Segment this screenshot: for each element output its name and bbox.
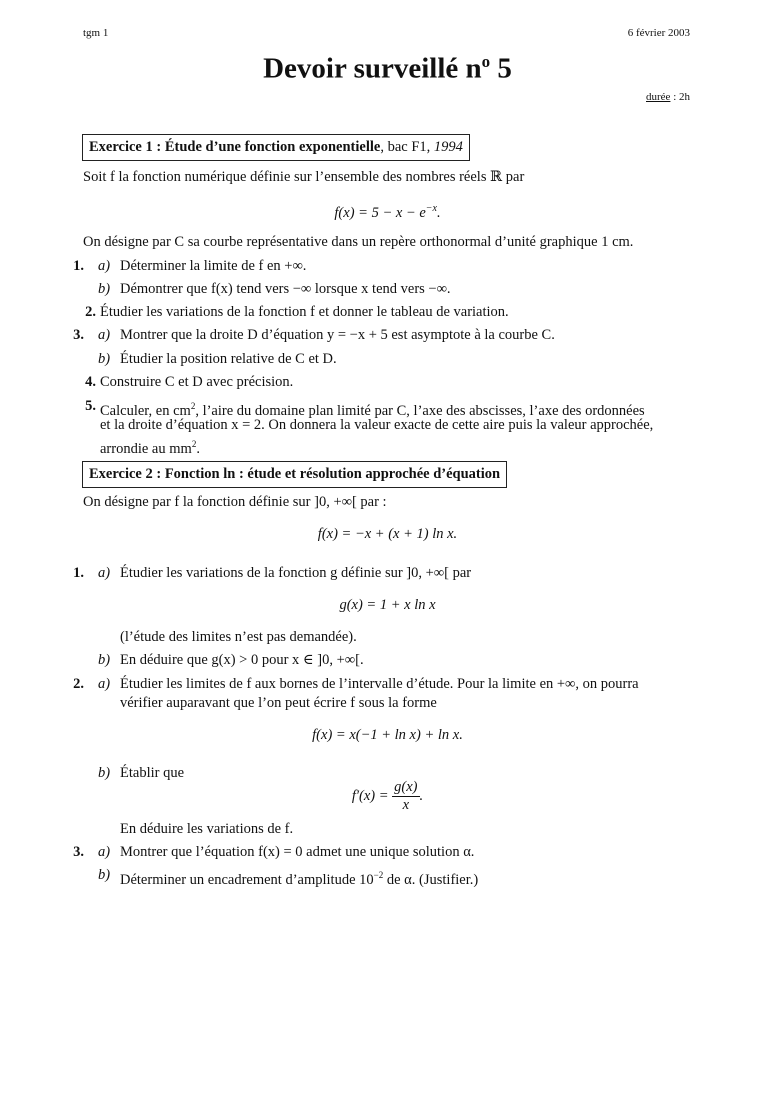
ex2-q2a-line2: vérifier auparavant que l’on peut écrire f sous la forme [120, 695, 437, 711]
ex1-q3a-label: a) [98, 327, 111, 343]
exercise-1-intro: Soit f la fonction numérique définie sur l’ensemble des nombres réels ℝ par [83, 169, 525, 185]
f-rewritten-formula: f(x) = x(−1 + ln x) + ln x. [312, 727, 463, 743]
ex1-q1-number: 1. [73, 258, 84, 274]
ex1-q5-line2: et la droite d’équation x = 2. On donnera la valeur exacte de cette aire puis la valeur approchée, [100, 417, 654, 433]
ex1-q5-number: 5. [85, 398, 96, 414]
g-formula: g(x) = 1 + x ln x [339, 597, 436, 613]
ex2-q2b-label: b) [98, 765, 111, 781]
ex1-q3b-label: b) [98, 351, 111, 367]
ex1-q1a-label: a) [98, 258, 111, 274]
ex2-q3a: Montrer que l’équation f(x) = 0 admet une unique solution α. [120, 844, 475, 860]
derivative-numerator: g(x) [394, 779, 418, 795]
ex1-q3a: Montrer que la droite D d’équation y = −x + 5 est asymptote à la courbe C. [120, 327, 555, 343]
exercise-2-formula: f(x) = −x + (x + 1) ln x. [317, 526, 458, 542]
ex2-q1-number: 1. [73, 565, 84, 581]
ex1-q1b-label: b) [98, 281, 111, 297]
ex2-q3-number: 3. [73, 844, 84, 860]
ex2-q3b: Déterminer un encadrement d’amplitude $10^{-2}$ de α. (Justifier.) [120, 870, 479, 888]
ex2-q2-number: 2. [73, 676, 84, 692]
ex2-q1b: En déduire que g(x) > 0 pour x ∈ ]0, +∞[. [120, 652, 364, 668]
exercise-1-curve: On désigne par C sa courbe représentative dans un repère orthonormal d’unité graphique 1 cm. [83, 234, 634, 250]
ex1-q3-number: 3. [73, 327, 84, 343]
ex1-q2-number: 2. [85, 304, 96, 320]
exercise-2-intro: On désigne par f la fonction définie sur ]0, +∞[ par : [83, 494, 387, 510]
header-left: tgm 1 [83, 27, 109, 39]
exercise-2-heading: Exercice 2 : Fonction ln : étude et résolution approchée d’équation [82, 461, 507, 488]
ex2-q2a-label: a) [98, 676, 111, 692]
ex2-deduce: En déduire les variations de f. [120, 821, 294, 837]
ex2-q3b-label: b) [98, 867, 111, 883]
ex2-q1a: Étudier les variations de la fonction g définie sur ]0, +∞[ par [120, 565, 472, 581]
ex1-q1b: Démontrer que f(x) tend vers −∞ lorsque x tend vers −∞. [120, 281, 451, 297]
exercise-1-formula: $f(x) = 5 - x - e^{-x}$. [334, 203, 441, 221]
derivative-denominator: x [402, 797, 410, 813]
ex1-q4: Construire C et D avec précision. [100, 374, 294, 390]
exercise-1-heading: Exercice 1 : Étude d’une fonction exponentielle, bac F1, 1994 [82, 134, 470, 161]
ex1-q4-number: 4. [85, 374, 96, 390]
ex1-q5-line3: arrondie au $mm^2$. [100, 439, 200, 457]
ex2-q1b-label: b) [98, 652, 111, 668]
header-date: 6 février 2003 [627, 27, 690, 39]
derivative-formula: f′(x) = $\frac{g(x)}{x}$ . [351, 779, 424, 813]
duration: durée : 2h [646, 91, 690, 103]
ex2-q1a-label: a) [98, 565, 111, 581]
ex1-q2: Étudier les variations de la fonction f et donner le tableau de variation. [100, 304, 509, 320]
ex2-q3a-label: a) [98, 844, 111, 860]
ex1-q5-line1: Calculer, en $cm^2$, l’aire du domaine plan limité par C, l’axe des abscisses, l’axe des ordonnées [100, 401, 645, 419]
page-title: Devoir surveillé $n^o$ 5 [263, 52, 512, 85]
ex2-q2b: Établir que [120, 765, 185, 781]
ex2-q2a-line1: Étudier les limites de f aux bornes de l’intervalle d’étude. Pour la limite en +∞, on pourra [120, 676, 639, 692]
ex2-q1a-note: (l’étude des limites n’est pas demandée). [120, 629, 357, 645]
ex1-q3b: Étudier la position relative de C et D. [120, 351, 337, 367]
ex1-q1a: Déterminer la limite de f en +∞. [120, 258, 307, 274]
